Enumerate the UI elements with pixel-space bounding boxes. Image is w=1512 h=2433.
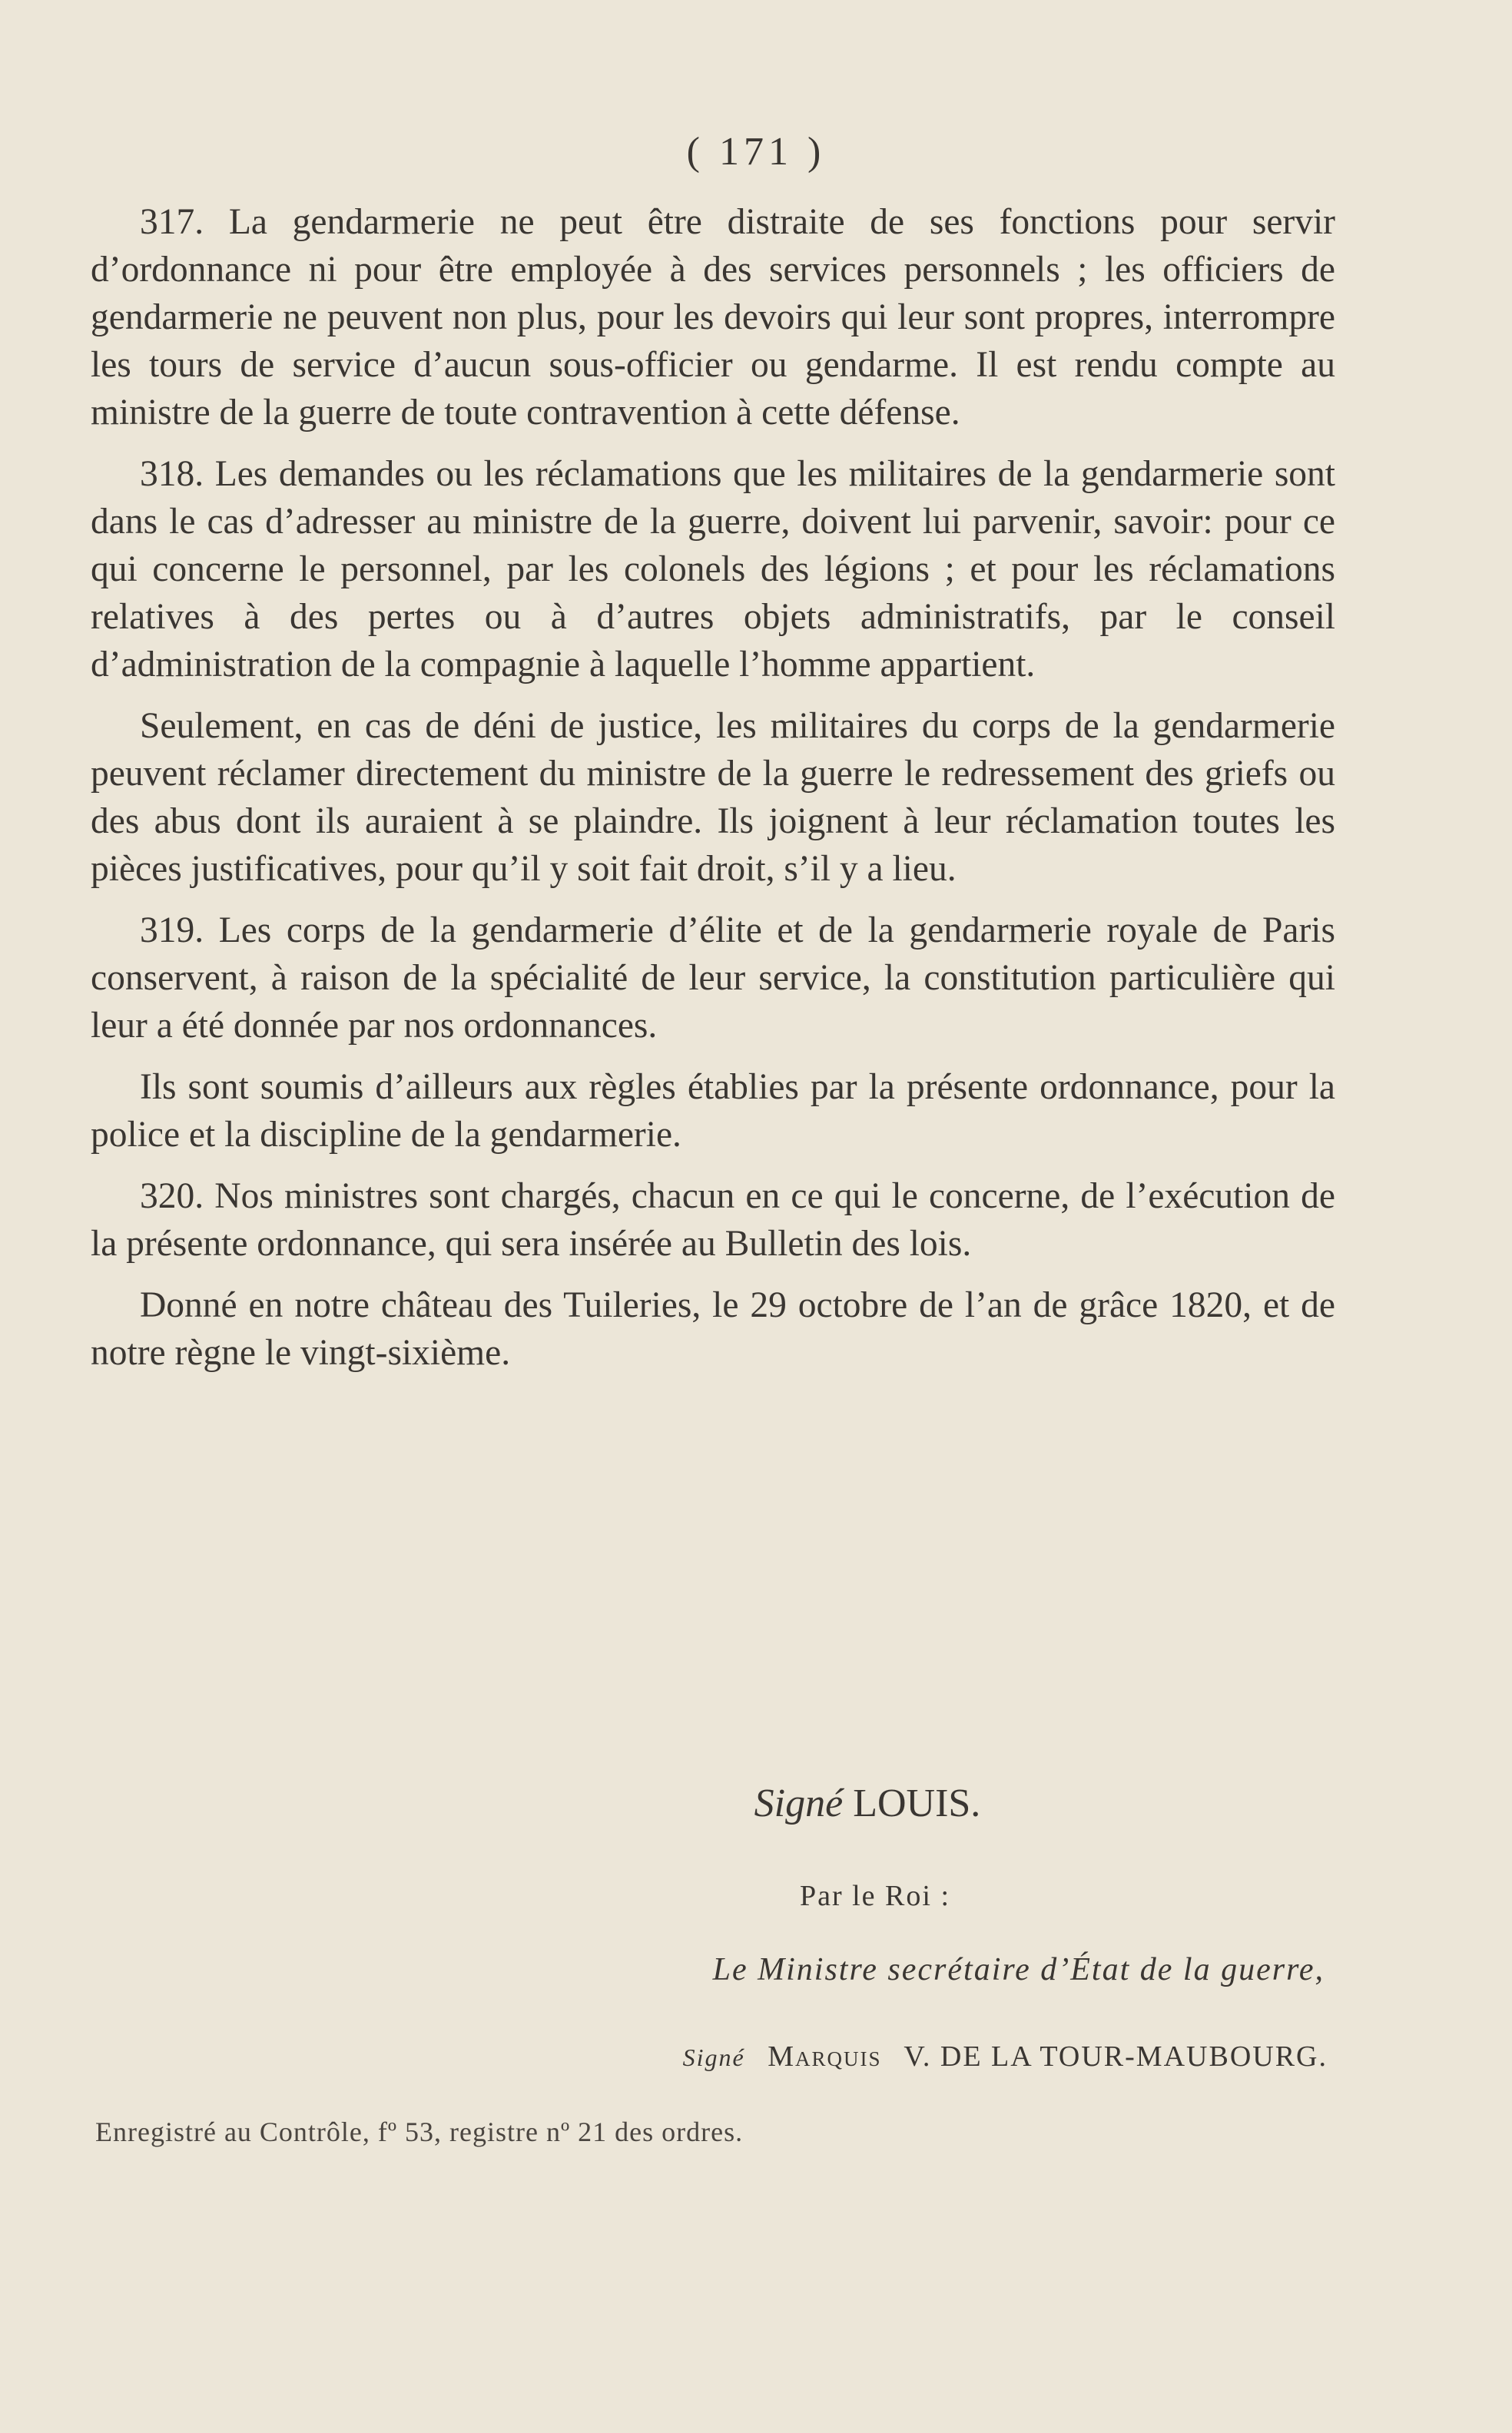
- paragraph-ils-sont: Ils sont soumis d’ailleurs aux règles établies par la présente ordonnance, pour la police et la discipline de la gendarmerie.: [91, 1067, 1335, 1155]
- royal-signature: [0, 1781, 1512, 1826]
- marquis-title: Marquis: [768, 2040, 882, 2073]
- minister-title: Le Ministre secrétaire d’État de la guerre,: [712, 1952, 1325, 1987]
- minister-signature: [683, 2040, 1328, 2073]
- signe-label-2: Signé: [682, 2044, 745, 2071]
- signe-label: Signé: [754, 1782, 844, 1825]
- paragraph-318: 318. Les demandes ou les réclamations que les militaires de la gendarmerie sont dans le cas d’adresser au ministre de la guerre, doivent lui parvenir, savoir: pour ce qui concerne le personnel, par les colonels des légions ; et pour les réclamations relatives à des pertes ou à d’autres objets administratifs, par le conseil d’administration de la compagnie à laquelle l’homme appartient.: [91, 454, 1335, 684]
- minister-name: V. DE LA TOUR-MAUBOURG.: [904, 2040, 1328, 2073]
- paragraph-320: 320. Nos ministres sont chargés, chacun en ce qui le concerne, de l’exécution de la présente ordonnance, qui sera insérée au Bulletin des lois.: [91, 1176, 1335, 1264]
- signature-name: LOUIS.: [853, 1782, 981, 1825]
- paragraph-319: 319. Les corps de la gendarmerie d’élite et de la gendarmerie royale de Paris conservent, à raison de la spécialité de leur service, la constitution particulière qui leur a été donnée par nos ordonnances.: [91, 910, 1335, 1046]
- document-body: [91, 198, 1335, 1377]
- paragraph-317: 317. La gendarmerie ne peut être distraite de ses fonctions pour servir d’ordonnance ni pour être employée à des services personnels ; les officiers de gendarmerie ne peuvent non plus, pour les devoirs qui leur sont propres, interrompre les tours de service d’aucun sous-officier ou gendarme. Il est rendu compte au ministre de la guerre de toute contravention à cette défense.: [91, 202, 1335, 433]
- page-number: ( 171 ): [686, 130, 826, 174]
- paragraph-donne: Donné en notre château des Tuileries, le 29 octobre de l’an de grâce 1820, et de notre règne le vingt-sixième.: [91, 1285, 1335, 1373]
- par-le-roi: Par le Roi :: [799, 1880, 951, 1912]
- registry-note: Enregistré au Contrôle, fº 53, registre nº 21 des ordres.: [95, 2116, 744, 2147]
- paragraph-seulement: Seulement, en cas de déni de justice, les militaires du corps de la gendarmerie peuvent réclamer directement du ministre de la guerre le redressement des griefs ou des abus dont ils auraient à se plaindre. Ils joignent à leur réclamation toutes les pièces justificatives, pour qu’il y soit fait droit, s’il y a lieu.: [91, 706, 1335, 889]
